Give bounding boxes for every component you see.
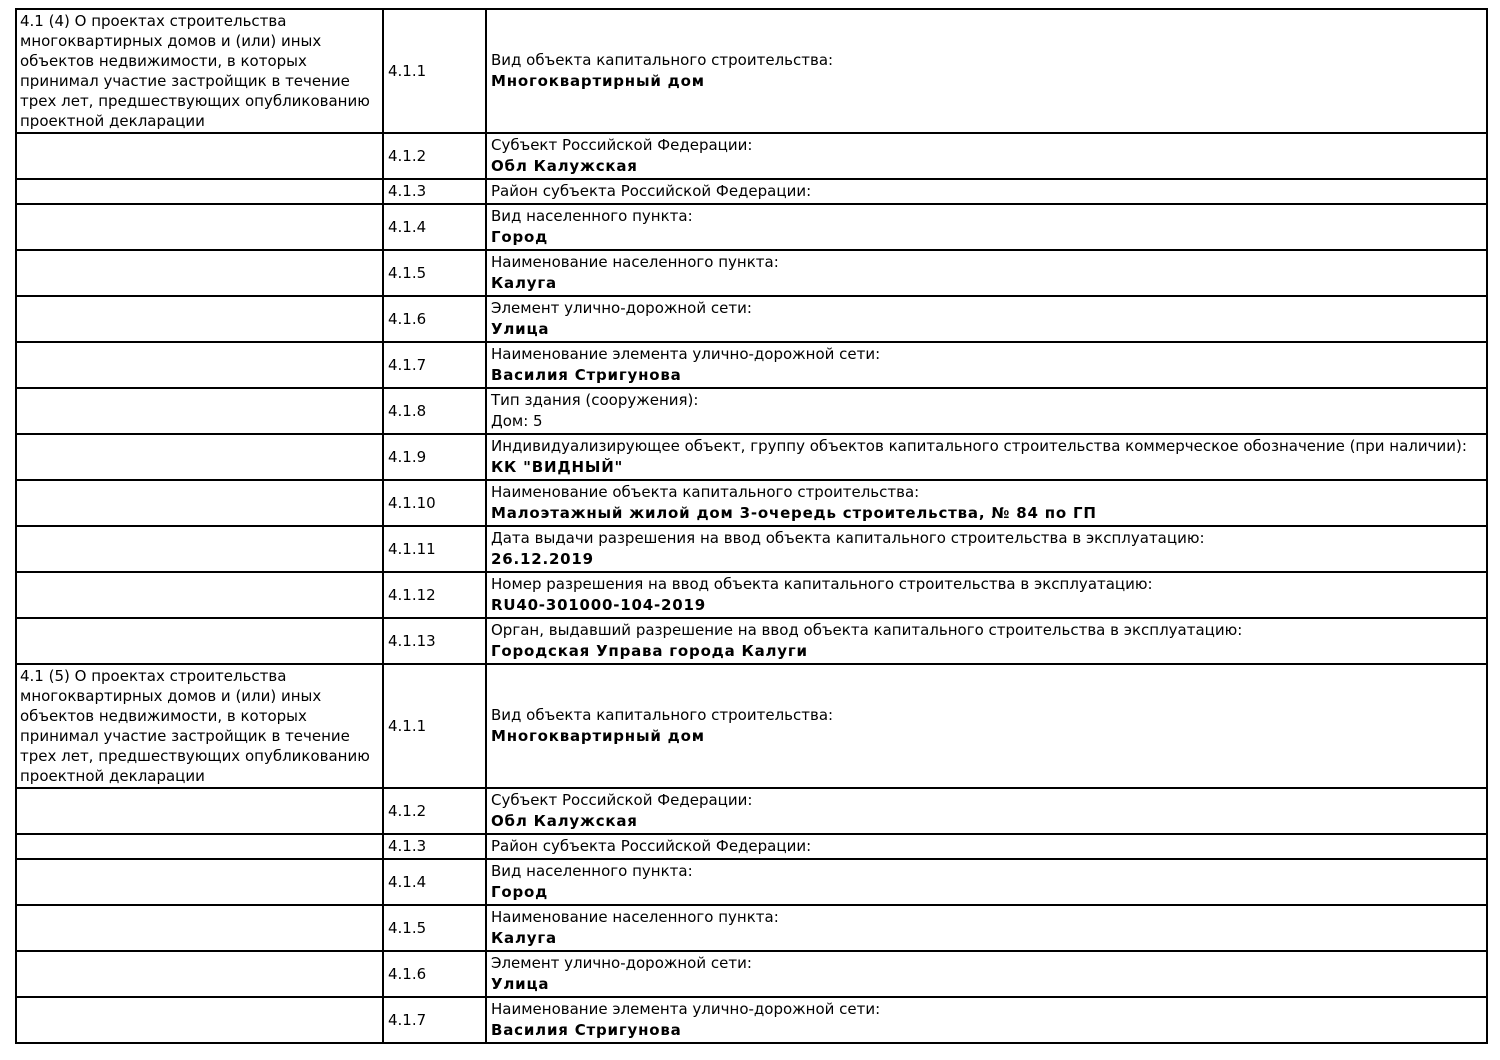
table-row [16,204,1487,250]
row-number-cell: 4.1.1 [383,9,486,133]
field-cell [486,250,1487,296]
section-empty-cell [16,296,383,342]
field-label: Наименование элемента улично-дорожной сети: [491,1000,881,1018]
table-body [16,9,1487,1043]
field-value: Калуга [491,274,557,292]
section-empty-cell [16,859,383,905]
field-value: 26.12.2019 [491,550,594,568]
section-label-cell: 4.1 (4) О проектах строительства многоквартирных домов и (или) иных объектов недвижимости, в которых принимал участие застройщик в течение трех лет, предшествующих опубликованию проектной декларации [16,9,383,133]
table-row [16,997,1487,1043]
field-label: Тип здания (сооружения): [491,391,699,409]
field-value: Улица [491,975,550,993]
section-label-cell: 4.1 (5) О проектах строительства многоквартирных домов и (или) иных объектов недвижимости, в которых принимал участие застройщик в течение трех лет, предшествующих опубликованию проектной декларации [16,664,383,788]
field-label: Элемент улично-дорожной сети: [491,299,752,317]
row-number-cell: 4.1.3 [383,834,486,859]
section-empty-cell [16,618,383,664]
field-value: Обл Калужская [491,812,638,830]
table-row [16,572,1487,618]
field-cell [486,905,1487,951]
field-label: Орган, выдавший разрешение на ввод объекта капитального строительства в эксплуатацию: [491,621,1243,639]
row-number-cell: 4.1.6 [383,296,486,342]
section-empty-cell [16,342,383,388]
field-label: Дата выдачи разрешения на ввод объекта капитального строительства в эксплуатацию: [491,529,1205,547]
field-cell [486,296,1487,342]
field-label: Субъект Российской Федерации: [491,791,753,809]
section-empty-cell [16,434,383,480]
table-row [16,133,1487,179]
section-empty-cell [16,526,383,572]
table-row [16,9,1487,133]
field-value: КК "ВИДНЫЙ" [491,458,624,476]
field-value: Улица [491,320,550,338]
field-cell [486,480,1487,526]
table-row [16,951,1487,997]
field-cell [486,572,1487,618]
row-number-cell: 4.1.5 [383,905,486,951]
section-empty-cell [16,133,383,179]
field-value: Дом: 5 [491,412,543,430]
row-number-cell: 4.1.3 [383,179,486,204]
row-number-cell: 4.1.12 [383,572,486,618]
row-number-cell: 4.1.2 [383,133,486,179]
field-value: Многоквартирный дом [491,727,705,745]
field-cell [486,9,1487,133]
row-number-cell: 4.1.7 [383,997,486,1043]
field-cell [486,179,1487,204]
table-row [16,526,1487,572]
table-row [16,434,1487,480]
field-label: Наименование населенного пункта: [491,253,779,271]
field-label: Вид объекта капитального строительства: [491,51,834,69]
field-value: Обл Калужская [491,157,638,175]
row-number-cell: 4.1.10 [383,480,486,526]
table-row [16,296,1487,342]
field-label: Наименование объекта капитального строительства: [491,483,920,501]
field-value: Городская Управа города Калуги [491,642,808,660]
row-number-cell: 4.1.4 [383,859,486,905]
section-empty-cell [16,250,383,296]
table-row [16,905,1487,951]
section-empty-cell [16,834,383,859]
section-empty-cell [16,480,383,526]
declaration-table [15,8,1488,1044]
row-number-cell: 4.1.13 [383,618,486,664]
row-number-cell: 4.1.7 [383,342,486,388]
row-number-cell: 4.1.4 [383,204,486,250]
field-cell [486,388,1487,434]
section-empty-cell [16,997,383,1043]
section-empty-cell [16,388,383,434]
field-cell [486,834,1487,859]
section-empty-cell [16,204,383,250]
table-row [16,618,1487,664]
field-label: Наименование элемента улично-дорожной сети: [491,345,881,363]
field-label: Субъект Российской Федерации: [491,136,753,154]
row-number-cell: 4.1.6 [383,951,486,997]
field-label: Вид объекта капитального строительства: [491,706,834,724]
field-value: Город [491,883,549,901]
section-empty-cell [16,572,383,618]
row-number-cell: 4.1.8 [383,388,486,434]
field-cell [486,526,1487,572]
table-row [16,250,1487,296]
table-row [16,480,1487,526]
field-label: Вид населенного пункта: [491,207,693,225]
field-value: Город [491,228,549,246]
field-label: Вид населенного пункта: [491,862,693,880]
field-value: Калуга [491,929,557,947]
field-cell [486,664,1487,788]
field-cell [486,997,1487,1043]
table-row [16,342,1487,388]
row-number-cell: 4.1.1 [383,664,486,788]
field-cell [486,133,1487,179]
table-row [16,179,1487,204]
section-empty-cell [16,905,383,951]
field-cell [486,204,1487,250]
field-cell [486,434,1487,480]
table-row [16,834,1487,859]
section-empty-cell [16,788,383,834]
field-label: Район субъекта Российской Федерации: [491,837,812,855]
field-label: Наименование населенного пункта: [491,908,779,926]
field-value: Василия Стригунова [491,366,682,384]
field-cell [486,788,1487,834]
document-page [0,8,1500,1060]
section-empty-cell [16,179,383,204]
row-number-cell: 4.1.9 [383,434,486,480]
field-value: RU40-301000-104-2019 [491,596,706,614]
field-label: Элемент улично-дорожной сети: [491,954,752,972]
row-number-cell: 4.1.5 [383,250,486,296]
section-empty-cell [16,951,383,997]
row-number-cell: 4.1.11 [383,526,486,572]
table-row [16,664,1487,788]
table-row [16,788,1487,834]
field-cell [486,342,1487,388]
field-label: Номер разрешения на ввод объекта капитального строительства в эксплуатацию: [491,575,1153,593]
field-value: Многоквартирный дом [491,72,705,90]
field-cell [486,618,1487,664]
field-cell [486,859,1487,905]
field-value: Василия Стригунова [491,1021,682,1039]
table-row [16,859,1487,905]
field-value: Малоэтажный жилой дом 3-очередь строительства, № 84 по ГП [491,504,1097,522]
field-label: Индивидуализирующее объект, группу объектов капитального строительства коммерческое обозначение (при наличии): [491,437,1467,455]
field-cell [486,951,1487,997]
row-number-cell: 4.1.2 [383,788,486,834]
table-row [16,388,1487,434]
field-label: Район субъекта Российской Федерации: [491,182,812,200]
